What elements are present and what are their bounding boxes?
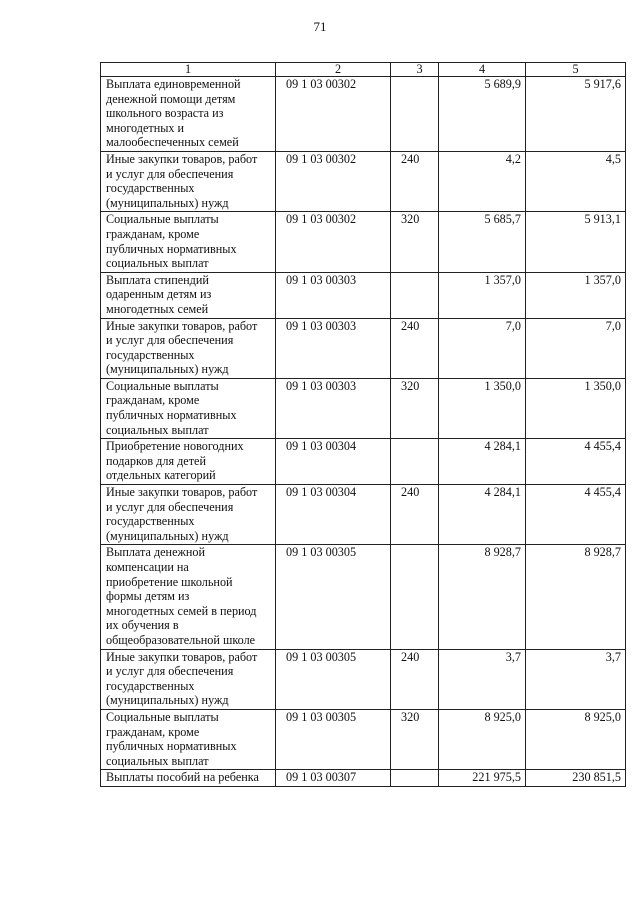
row-value-4-cell: 4,2 [439, 151, 526, 211]
row-name-line: государственных [106, 678, 195, 693]
row-name-line: Социальные выплаты [106, 709, 219, 724]
row-code-cell: 09 1 03 00305 [276, 545, 391, 649]
row-name-cell [101, 212, 276, 272]
row-name-line: формы детям из [106, 589, 190, 604]
page-number: 71 [313, 19, 327, 34]
row-name-line: Социальные выплаты [106, 212, 219, 227]
table-row [101, 77, 626, 152]
row-value-4-cell: 1 357,0 [439, 272, 526, 318]
row-name-line: одаренным детям из [106, 287, 212, 302]
header-col-1: 1 [101, 63, 276, 77]
table-row [101, 770, 626, 787]
row-name-line: государственных [106, 347, 195, 362]
row-type-cell: 240 [391, 485, 439, 545]
row-name-line: Иные закупки товаров, работ [106, 649, 258, 664]
row-name-line: Выплаты пособий на ребенка [106, 770, 259, 785]
row-value-4-cell: 3,7 [439, 649, 526, 709]
header-col-5: 5 [526, 63, 626, 77]
table-row [101, 485, 626, 545]
row-name-line: многодетных семей в период [106, 603, 257, 618]
row-name-line: Выплата стипендий [106, 272, 209, 287]
row-type-cell: 240 [391, 318, 439, 378]
row-code-cell: 09 1 03 00305 [276, 709, 391, 769]
row-name-line: и услуг для обеспечения [106, 333, 234, 348]
row-type-cell: 240 [391, 649, 439, 709]
row-value-5-cell: 230 851,5 [526, 770, 626, 787]
row-name-line: компенсации на [106, 560, 189, 574]
row-code-cell: 09 1 03 00303 [276, 318, 391, 378]
row-type-cell [391, 439, 439, 485]
row-code-cell: 09 1 03 00304 [276, 439, 391, 485]
row-name-line: приобретение школьной [106, 574, 233, 589]
header-row [101, 63, 626, 77]
row-value-5-cell: 8 925,0 [526, 709, 626, 769]
row-value-5-cell: 1 357,0 [526, 272, 626, 318]
row-name-line: гражданам, кроме [106, 226, 200, 241]
row-type-cell [391, 272, 439, 318]
row-code-cell: 09 1 03 00305 [276, 649, 391, 709]
row-name-line: Выплата единовременной [106, 77, 241, 91]
row-name-line: публичных нормативных [106, 241, 237, 256]
row-name-line: Иные закупки товаров, работ [106, 151, 258, 166]
table-row [101, 649, 626, 709]
row-name-line: школьного возраста из [106, 106, 224, 121]
row-name-line: малообеспеченных семей [106, 135, 239, 150]
row-value-5-cell: 5 917,6 [526, 77, 626, 152]
row-value-4-cell: 7,0 [439, 318, 526, 378]
row-value-5-cell: 1 350,0 [526, 378, 626, 438]
row-value-4-cell: 5 685,7 [439, 212, 526, 272]
row-value-4-cell: 5 689,9 [439, 77, 526, 152]
header-col-3: 3 [391, 63, 439, 77]
row-name-line: гражданам, кроме [106, 724, 200, 739]
row-type-cell: 320 [391, 212, 439, 272]
row-name-line: (муниципальных) нужд [106, 693, 229, 708]
row-name-cell [101, 77, 276, 152]
row-code-cell: 09 1 03 00303 [276, 272, 391, 318]
table-row [101, 212, 626, 272]
row-name-cell [101, 485, 276, 545]
row-name-cell [101, 649, 276, 709]
row-name-line: и услуг для обеспечения [106, 166, 234, 181]
header-col-2: 2 [276, 63, 391, 77]
row-value-5-cell: 8 928,7 [526, 545, 626, 649]
row-type-cell: 320 [391, 709, 439, 769]
row-name-line: и услуг для обеспечения [106, 664, 234, 679]
row-value-4-cell: 8 928,7 [439, 545, 526, 649]
table-row [101, 151, 626, 211]
row-name-line: гражданам, кроме [106, 393, 200, 408]
row-name-line: социальных выплат [106, 422, 209, 437]
row-type-cell [391, 770, 439, 787]
row-value-5-cell: 4 455,4 [526, 439, 626, 485]
row-name-line: денежной помощи детям [106, 91, 236, 106]
row-type-cell: 240 [391, 151, 439, 211]
row-value-4-cell: 1 350,0 [439, 378, 526, 438]
row-code-cell: 09 1 03 00302 [276, 77, 391, 152]
row-name-cell [101, 272, 276, 318]
table-row [101, 439, 626, 485]
row-name-line: подарков для детей [106, 453, 206, 468]
row-value-4-cell: 8 925,0 [439, 709, 526, 769]
row-value-5-cell: 4 455,4 [526, 485, 626, 545]
row-name-line: (муниципальных) нужд [106, 362, 229, 377]
row-code-cell: 09 1 03 00303 [276, 378, 391, 438]
row-code-cell: 09 1 03 00307 [276, 770, 391, 787]
row-value-5-cell: 7,0 [526, 318, 626, 378]
row-code-cell: 09 1 03 00302 [276, 212, 391, 272]
table-row [101, 545, 626, 649]
row-name-line: Социальные выплаты [106, 378, 219, 393]
row-name-line: их обучения в [106, 618, 179, 633]
row-name-line: Иные закупки товаров, работ [106, 485, 258, 500]
row-name-line: отдельных категорий [106, 468, 216, 483]
table-row [101, 709, 626, 769]
row-name-line: государственных [106, 181, 195, 196]
row-value-5-cell: 4,5 [526, 151, 626, 211]
row-name-line: государственных [106, 514, 195, 529]
row-name-cell [101, 545, 276, 649]
budget-table [100, 62, 626, 787]
row-name-cell [101, 151, 276, 211]
row-name-line: социальных выплат [106, 256, 209, 271]
row-name-line: многодетных и [106, 120, 185, 135]
row-value-4-cell: 221 975,5 [439, 770, 526, 787]
table-row [101, 378, 626, 438]
row-name-line: (муниципальных) нужд [106, 195, 229, 210]
row-name-cell [101, 318, 276, 378]
row-name-line: Выплата денежной [106, 545, 206, 560]
row-name-line: (муниципальных) нужд [106, 528, 229, 543]
header-col-4: 4 [439, 63, 526, 77]
row-type-cell [391, 545, 439, 649]
row-value-4-cell: 4 284,1 [439, 485, 526, 545]
row-name-cell [101, 770, 276, 787]
row-name-cell [101, 439, 276, 485]
row-name-line: и услуг для обеспечения [106, 499, 234, 514]
row-value-5-cell: 3,7 [526, 649, 626, 709]
row-name-line: Приобретение новогодних [106, 439, 244, 454]
row-name-line: Иные закупки товаров, работ [106, 318, 258, 333]
row-code-cell: 09 1 03 00302 [276, 151, 391, 211]
row-value-4-cell: 4 284,1 [439, 439, 526, 485]
row-name-cell [101, 378, 276, 438]
row-name-line: социальных выплат [106, 753, 209, 768]
row-type-cell: 320 [391, 378, 439, 438]
table-row [101, 272, 626, 318]
row-code-cell: 09 1 03 00304 [276, 485, 391, 545]
row-name-cell [101, 709, 276, 769]
row-name-line: общеобразовательной школе [106, 632, 256, 647]
row-name-line: публичных нормативных [106, 739, 237, 754]
row-name-line: многодетных семей [106, 301, 209, 316]
table-row [101, 318, 626, 378]
row-value-5-cell: 5 913,1 [526, 212, 626, 272]
row-type-cell [391, 77, 439, 152]
row-name-line: публичных нормативных [106, 408, 237, 423]
